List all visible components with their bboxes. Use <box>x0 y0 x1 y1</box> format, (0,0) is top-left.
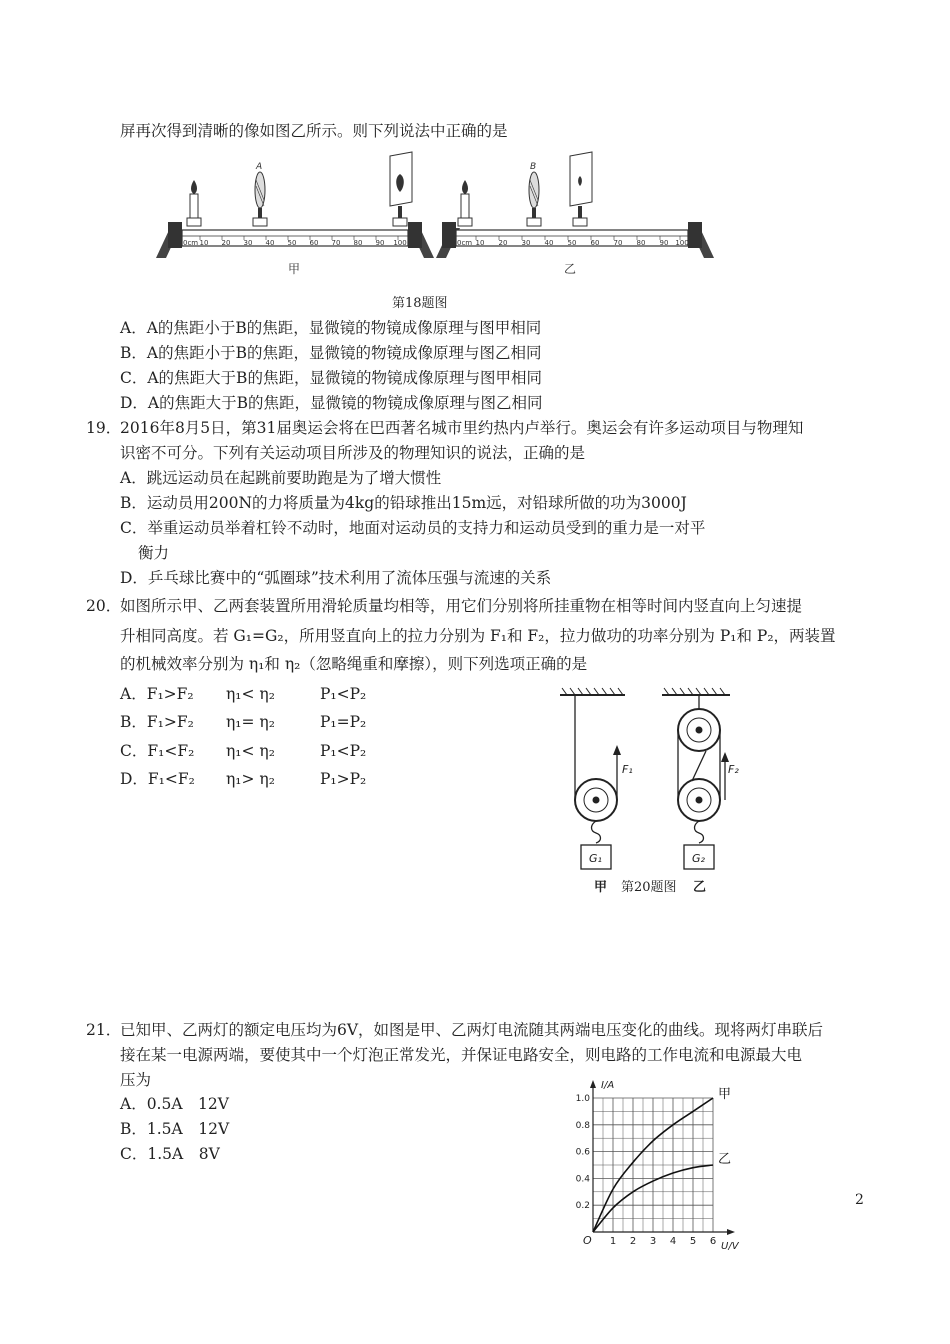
q18-option-b: B．A的焦距小于B的焦距，显微镜的物镜成像原理与图乙相同 <box>120 344 542 362</box>
g1-label: G₁ <box>589 852 602 865</box>
q19-option-c-line2: 衡力 <box>138 544 170 562</box>
lens-b-label: B <box>530 162 537 172</box>
q20-option-b-eta: η₁= η₂ <box>226 713 275 731</box>
q20-stem-line2: 升相同高度。若 G₁=G₂，所用竖直向上的拉力分别为 F₁和 F₂，拉力做功的功率分别为 P₁和 P₂，两装置 <box>120 627 836 645</box>
bench-yi-tick: 60 <box>590 239 600 247</box>
bench-yi-tick: 50 <box>567 239 577 247</box>
x-tick-label: 4 <box>669 1236 677 1247</box>
q19-option-c-line1: C．举重运动员举着杠铃不动时，地面对运动员的支持力和运动员受到的重力是一对平 <box>120 519 706 537</box>
f1-label: F₁ <box>622 763 633 776</box>
q18-option-c: C．A的焦距大于B的焦距，显微镜的物镜成像原理与图甲相同 <box>120 369 542 387</box>
pulley-jia-icon <box>575 695 621 869</box>
bench-jia-tick: 20 <box>221 239 231 247</box>
x-tick-label: 2 <box>629 1236 637 1247</box>
pulley-figure <box>550 685 770 895</box>
origin-label: O <box>583 1234 592 1247</box>
f2-label: F₂ <box>728 763 739 776</box>
fig18-caption: 第18题图 <box>392 296 448 311</box>
q18-option-d: D．A的焦距大于B的焦距，显微镜的物镜成像原理与图乙相同 <box>120 394 543 412</box>
q19-option-d: D．乒乓球比赛中的“弧圈球”技术利用了流体压强与流速的关系 <box>120 569 552 587</box>
iu-chart <box>560 1075 740 1255</box>
candle-icon <box>458 180 472 226</box>
x-tick-label: 3 <box>649 1236 657 1247</box>
q20-option-d-p: P₁>P₂ <box>320 770 367 788</box>
q20-option-b-f: B．F₁>F₂ <box>120 713 194 731</box>
lens-a-label: A <box>256 162 263 172</box>
screen-icon <box>570 152 592 226</box>
bench-jia-tick: 30 <box>243 239 253 247</box>
q19-option-b: B．运动员用200N的力将质量为4kg的铅球推出15m远，对铅球所做的功为3000J <box>120 494 687 512</box>
q20-stem-line1: 如图所示甲、乙两套装置所用滑轮质量均相等，用它们分别将所挂重物在相等时间内竖直向上匀速提 <box>120 597 803 615</box>
x-axis-label: U/V <box>721 1241 739 1252</box>
lens-b-icon <box>527 172 541 226</box>
q20-option-d-eta: η₁> η₂ <box>226 770 275 788</box>
y-tick-label: 0.4 <box>575 1174 590 1185</box>
q20-option-a-f: A．F₁>F₂ <box>120 685 194 703</box>
q19-number: 19． <box>86 419 122 437</box>
bench-jia-tick: 40 <box>265 239 275 247</box>
q18-stem-tail: 屏再次得到清晰的像如图乙所示。则下列说法中正确的是 <box>120 122 508 140</box>
page-number: 2 <box>855 1192 864 1208</box>
bench-yi-tick: 80 <box>636 239 646 247</box>
bench-yi-tick: 90 <box>659 239 669 247</box>
q19-option-a: A．跳远运动员在起跳前要助跑是为了增大惯性 <box>120 469 442 487</box>
q20-number: 20． <box>86 597 122 615</box>
series-label-yi: 乙 <box>718 1152 732 1167</box>
bench-jia-tick: 80 <box>353 239 363 247</box>
bench-yi-tick: 20 <box>498 239 508 247</box>
fig20-caption: 第20题图 <box>621 880 677 895</box>
q20-option-a-eta: η₁< η₂ <box>226 685 275 703</box>
y-tick-label: 0.8 <box>575 1120 590 1131</box>
q21-stem-line2: 接在某一电源两端，要使其中一个灯泡正常发光，并保证电路安全，则电路的工作电流和电源最大电 <box>120 1046 803 1064</box>
x-tick-label: 5 <box>689 1236 697 1247</box>
optical-bench-jia <box>150 150 440 280</box>
candle-icon <box>187 180 201 226</box>
series-label-jia: 甲 <box>718 1087 732 1102</box>
bench-yi-tick: 30 <box>521 239 531 247</box>
bench-yi-tick: 40 <box>544 239 554 247</box>
q18-option-a: A．A的焦距小于B的焦距，显微镜的物镜成像原理与图甲相同 <box>120 319 542 337</box>
fig20-label-jia: 甲 <box>594 880 608 895</box>
screen-icon <box>390 152 412 226</box>
bench-jia-tick: 10 <box>199 239 209 247</box>
bench-yi-tick: 10 <box>475 239 485 247</box>
q21-option-c: C．1.5A 8V <box>120 1145 220 1163</box>
bench-jia-tick: 90 <box>375 239 385 247</box>
bench-jia-tick: 70 <box>331 239 341 247</box>
q19-stem-line1: 2016年8月5日，第31届奥运会将在巴西著名城市里约热内卢举行。奥运会有许多运动项目与物理知 <box>120 419 804 437</box>
q20-option-c-eta: η₁< η₂ <box>226 742 275 760</box>
bench-jia-tick: 100 <box>393 239 407 247</box>
x-tick-label: 6 <box>709 1236 717 1247</box>
fig18-label-yi: 乙 <box>564 262 577 276</box>
fig18-label-jia: 甲 <box>288 262 301 276</box>
q20-option-c-f: C．F₁<F₂ <box>120 742 195 760</box>
optical-bench-yi <box>430 150 720 280</box>
q21-stem-line3: 压为 <box>120 1071 152 1089</box>
y-axis-arrow <box>590 1080 596 1088</box>
q20-stem-line3: 的机械效率分别为 η₁和 η₂（忽略绳重和摩擦），则下列选项正确的是 <box>120 655 588 673</box>
pulley-yi-icon <box>678 695 729 869</box>
y-axis-label: I/A <box>601 1080 615 1091</box>
q21-number: 21． <box>86 1021 122 1039</box>
q21-stem-line1: 已知甲、乙两灯的额定电压均为6V，如图是甲、乙两灯电流随其两端电压变化的曲线。现将两灯串联后 <box>120 1021 824 1039</box>
q21-option-b: B．1.5A 12V <box>120 1120 230 1138</box>
bench-yi-cm: 0cm <box>457 239 473 247</box>
q20-option-b-p: P₁=P₂ <box>320 713 367 731</box>
g2-label: G₂ <box>692 852 705 865</box>
q20-option-c-p: P₁<P₂ <box>320 742 367 760</box>
bench-yi-tick: 70 <box>613 239 623 247</box>
bench-jia-cm: 0cm <box>183 239 199 247</box>
q20-option-a-p: P₁<P₂ <box>320 685 367 703</box>
y-tick-label: 1.0 <box>575 1094 590 1104</box>
q20-option-d-f: D．F₁<F₂ <box>120 770 195 788</box>
bench-jia-tick: 60 <box>309 239 319 247</box>
fig20-label-yi: 乙 <box>693 880 707 895</box>
bench-yi-tick: 100 <box>675 239 689 247</box>
x-tick-label: 1 <box>609 1236 617 1247</box>
y-tick-label: 0.6 <box>575 1147 590 1158</box>
y-tick-label: 0.2 <box>575 1201 590 1212</box>
q19-stem-line2: 识密不可分。下列有关运动项目所涉及的物理知识的说法，正确的是 <box>120 444 586 462</box>
bench-jia-tick: 50 <box>287 239 297 247</box>
lens-a-icon <box>253 172 267 226</box>
q21-option-a: A．0.5A 12V <box>120 1095 229 1113</box>
x-axis-arrow <box>727 1229 735 1235</box>
